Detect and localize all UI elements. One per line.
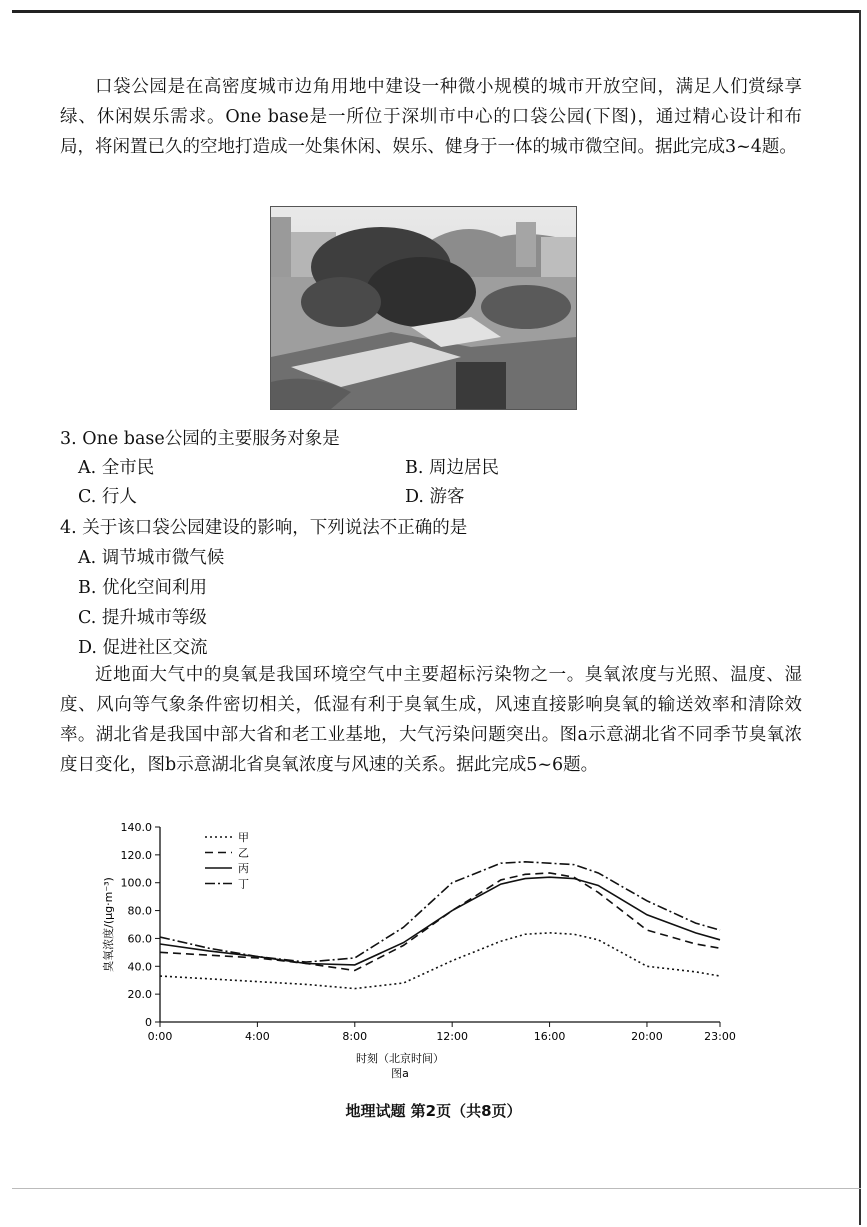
question-4-stem: 4. 关于该口袋公园建设的影响，下列说法不正确的是: [60, 518, 468, 538]
bottom-border: [12, 1188, 861, 1189]
legend-label-4: 丁: [238, 877, 249, 891]
legend-label-2: 乙: [238, 846, 249, 860]
y-tick-label: 80.0: [127, 904, 152, 918]
y-tick-label: 40.0: [127, 960, 152, 974]
x-tick-label: 4:00: [245, 1030, 270, 1043]
right-border: [859, 10, 861, 1225]
ozone-chart: [90, 815, 770, 1080]
q3-option-c: C. 行人: [78, 487, 137, 507]
x-tick-label: 8:00: [342, 1030, 368, 1043]
x-tick-label: 0:00: [147, 1030, 173, 1043]
y-tick-label: 100.0: [120, 876, 152, 890]
intro-paragraph-pocket-park: 口袋公园是在高密度城市边角用地中建设一种微小规模的城市开放空间，满足人们赏绿享绿、休闲娱乐需求。One base是一所位于深圳市中心的口袋公园(下图)，通过精心设计和布局，将闲置已久的空地打造成一处集休闲、娱乐、健身于一体的城市微空间。据此完成3~4题。: [60, 77, 802, 157]
x-tick-label: 12:00: [436, 1030, 469, 1043]
y-axis-label: 臭氧浓度/(μg·m⁻³): [102, 877, 115, 972]
y-tick-label: 120.0: [120, 848, 152, 862]
top-border: [12, 10, 861, 13]
park-photo: [270, 206, 577, 410]
x-axis-label: 时刻（北京时间）: [356, 1052, 444, 1065]
q4-option-d: D. 促进社区交流: [78, 638, 208, 658]
q4-option-b: B. 优化空间利用: [78, 578, 207, 598]
q3-option-d: D. 游客: [405, 487, 465, 507]
q4-option-c: C. 提升城市等级: [78, 608, 207, 628]
y-tick-label: 20.0: [127, 988, 152, 1002]
legend-label-1: 甲: [238, 831, 249, 844]
y-tick-label: 60.0: [127, 932, 152, 946]
series-line-1: [160, 933, 720, 989]
figure-caption: 图a: [391, 1067, 409, 1080]
intro-paragraph-ozone: 近地面大气中的臭氧是我国环境空气中主要超标污染物之一。臭氧浓度与光照、温度、湿度、风向等气象条件密切相关，低湿有利于臭氧生成，风速直接影响臭氧的输送效率和清除效率。湖北省是我国中部大省和老工业基地，大气污染问题突出。图a示意湖北省不同季节臭氧浓度日变化，图b示意湖北省臭氧浓度与风速的关系。据此完成5~6题。: [60, 665, 802, 775]
x-tick-label: 23:00: [704, 1030, 736, 1043]
legend-label-3: 丙: [238, 862, 249, 875]
q3-option-a: A. 全市民: [78, 458, 155, 478]
x-tick-label: 20:00: [631, 1030, 663, 1043]
y-tick-label: 140.0: [120, 821, 152, 834]
y-tick-label: 0: [145, 1016, 152, 1029]
x-tick-label: 16:00: [533, 1030, 566, 1043]
q4-option-a: A. 调节城市微气候: [78, 548, 225, 568]
q3-option-b: B. 周边居民: [405, 458, 499, 478]
page-footer: 地理试题 第2页（共8页）: [345, 1102, 522, 1120]
question-3-stem: 3. One base公园的主要服务对象是: [60, 429, 340, 449]
